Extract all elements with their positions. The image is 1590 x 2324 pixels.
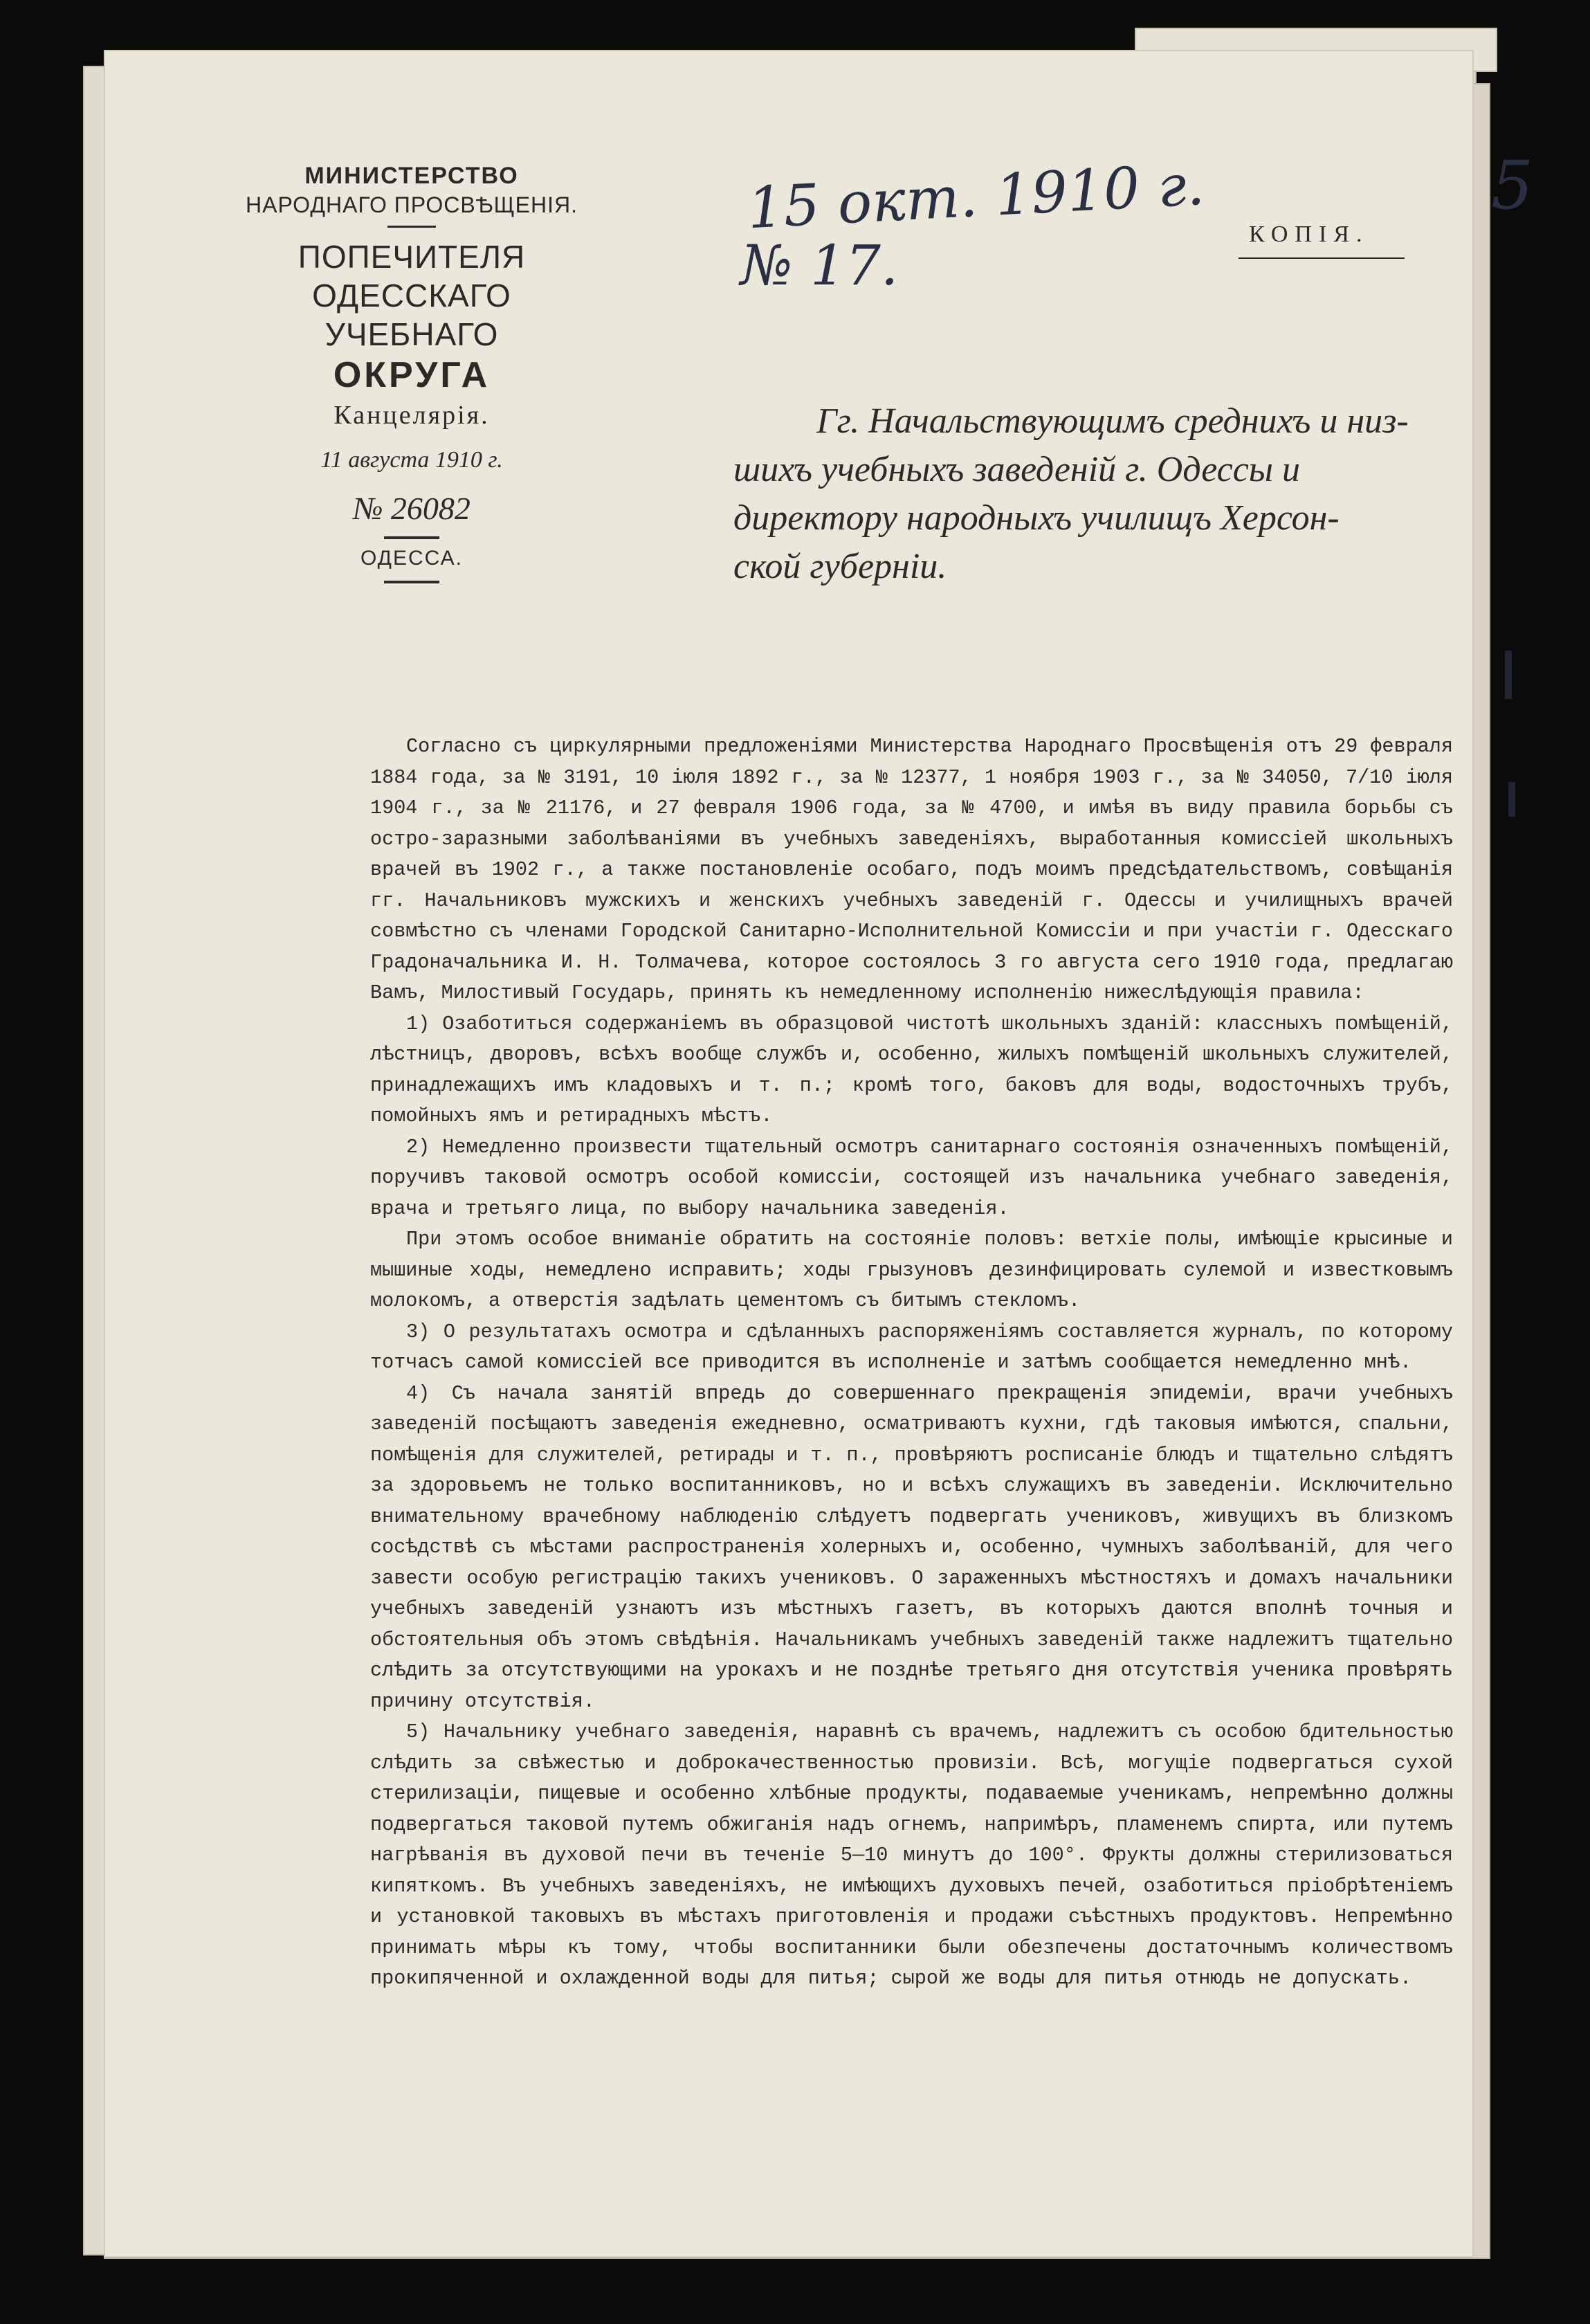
handwritten-date: 15 окт. 1910 г. — [745, 152, 1206, 242]
document-page — [104, 50, 1534, 2258]
addressee-block — [733, 397, 1460, 591]
body-paragraph: При этомъ особое вниманіе обратить на состояніе половъ: ветхіе полы, имѣющіе крысиные и мышиные ходы, немедлено исправить; ходы грызуновъ дезинфицировать сулемой и известковымъ молокомъ, а отверстія задѣлать цементомъ съ битымъ стекломъ. — [370, 1228, 1453, 1312]
addressee-line: директору народныхъ училищъ Херсон- — [733, 498, 1340, 538]
letter-number: № 26082 — [353, 491, 470, 526]
letterhead — [235, 161, 588, 583]
divider — [387, 226, 436, 228]
city-label: ОДЕССА. — [360, 547, 464, 570]
body-paragraph: 5) Начальнику учебнаго заведенія, наравнѣ съ врачемъ, надлежитъ съ особою бдительностью слѣдить за свѣжестью и доброкачественностью провизіи. Всѣ, могущіе подвергаться сухой стерилизаціи, пищевые и особенно хлѣбные продукты, подаваемые ученикамъ, непремѣнно должны подвергаться таковой путемъ обжиганія надъ огнемъ, напримѣръ, пламенемъ спирта, или путемъ нагрѣванія въ духовой печи въ теченіе 5—10 минутъ до 100°. Фрукты должны стерилизоваться кипяткомъ. Въ учебныхъ заведеніяхъ, не имѣющихъ духовыхъ печей, озаботиться пріобрѣтеніемъ и установкой таковыхъ въ мѣстахъ приготовленія и продажи съѣстныхъ продуктовъ. Непремѣнно принимать мѣры къ тому, чтобы воспитанники были обезпечены достаточнымъ количествомъ прокипяченной и охлажденной воды для питья; сырой же воды для питья отнюдь не допускать. — [370, 1721, 1453, 1990]
margin-mark — [1508, 782, 1515, 817]
okruga-title: ОКРУГА — [333, 355, 491, 395]
body-paragraph: 4) Съ начала занятій впредь до совершеннаго прекращенія эпидеміи, врачи учебныхъ заведеній посѣщаютъ заведенія ежедневно, осматриваютъ кухни, гдѣ таковыя имѣются, спальни, помѣщенія для служителей, ретирады и т. п., провѣряютъ росписаніе блюдъ и тщательно слѣдятъ за здоровьемъ не только воспитанниковъ, но и всѣхъ служащихъ въ заведеніи. Исключительно внимательному врачебному наблюденію слѣдуетъ подвергать учениковъ, живущихъ въ близкомъ сосѣдствѣ съ мѣстами распространенія холерныхъ и, особенно, чумныхъ заболѣваній, для чего завести особую регистрацію такихъ учениковъ. О зараженныхъ мѣстностяхъ и домахъ начальники учебныхъ заведеній узнаютъ изъ мѣстныхъ газетъ, въ которыхъ даются вполнѣ точныя и обстоятельныя объ этомъ свѣдѣнія. Начальникамъ учебныхъ заведеній также надлежитъ тщательно слѣдить за отсутствующими на урокахъ и не позднѣе третьяго дня отсутствія ученика провѣрять причину отсутствія. — [370, 1381, 1453, 1713]
body-paragraph: 1) Озаботиться содержаніемъ въ образцовой чистотѣ школьныхъ зданій: классныхъ помѣщеній, лѣстницъ, дворовъ, всѣхъ вообще службъ и, особенно, жилыхъ помѣщеній школьныхъ служителей, принадлежащихъ имъ кладовыхъ и т. п.; кромѣ того, баковъ для воды, водосточныхъ трубъ, помойныхъ ямъ и ретирадныхъ мѣстъ. — [370, 1012, 1453, 1127]
trustee-title: ПОПЕЧИТЕЛЯ — [298, 239, 526, 275]
copy-underline — [1239, 257, 1405, 259]
body-paragraph: 2) Немедленно произвести тщательный осмотръ санитарнаго состоянія означенныхъ помѣщеній, поручивъ таковой осмотръ особой комиссіи, состоящей изъ начальника учебнаго заведенія, врача и третьяго лица, по выбору начальника заведенія. — [370, 1135, 1453, 1220]
letter-body — [370, 732, 1453, 1995]
addressee-line: шихъ учебныхъ заведеній г. Одессы и — [733, 450, 1301, 489]
handwritten-number: № 17. — [740, 233, 899, 298]
ministry-subtitle: НАРОДНАГО ПРОСВѢЩЕНІЯ. — [246, 192, 578, 217]
body-paragraph: 3) О результатахъ осмотра и сдѣланныхъ распоряженіямъ составляется журналъ, по которому тотчасъ самой комиссіей все приводится въ исполненіе и затѣмъ сообщается немедленно мнѣ. — [370, 1320, 1453, 1374]
copy-label: КОПІЯ. — [1249, 221, 1369, 247]
ministry-title: МИНИСТЕРСТВО — [304, 163, 519, 189]
addressee-line: Гг. Начальствующимъ среднихъ и низ- — [816, 401, 1409, 441]
handwritten-folio-number: 5 — [1491, 147, 1534, 224]
divider — [384, 581, 439, 583]
margin-mark — [1505, 651, 1512, 699]
body-paragraph: Согласно съ циркулярными предложеніями Министерства Народнаго Просвѣщенія отъ 29 февраля 1884 года, за № 3191, 10 іюля 1892 г., за № 12377, 1 ноября 1903 г., за № 34050, 7/10 іюля 1904 г., за № 21176, и 27 февраля 1906 года, за № 4700, и имѣя въ виду правила борьбы съ остро-заразными заболѣваніями въ учебныхъ заведеніяхъ, выработанныя комиссіей школьныхъ врачей въ 1902 г., а также постановленіе особаго, подъ моимъ предсѣдательствомъ, совѣщанія гг. Начальниковъ мужскихъ и женскихъ учебныхъ заведеній г. Одессы и училищныхъ врачей совмѣстно съ членами Городской Санитарно-Исполнительной Комиссіи и при участіи г. Одесскаго Градоначальника И. Н. Толмачева, которое состоялось 3 го августа сего 1910 года, предлагаю Вамъ, Милостивый Государь, принять къ немедленному исполненію нижеслѣдующія правила: — [370, 735, 1453, 1004]
divider — [384, 536, 439, 539]
chancery-label: Канцелярія. — [333, 401, 490, 430]
letter-date: 11 августа 1910 г. — [320, 447, 503, 473]
district-title: ОДЕССКАГО УЧЕБНАГО — [312, 278, 511, 352]
addressee-line: ской губерніи. — [733, 547, 947, 586]
